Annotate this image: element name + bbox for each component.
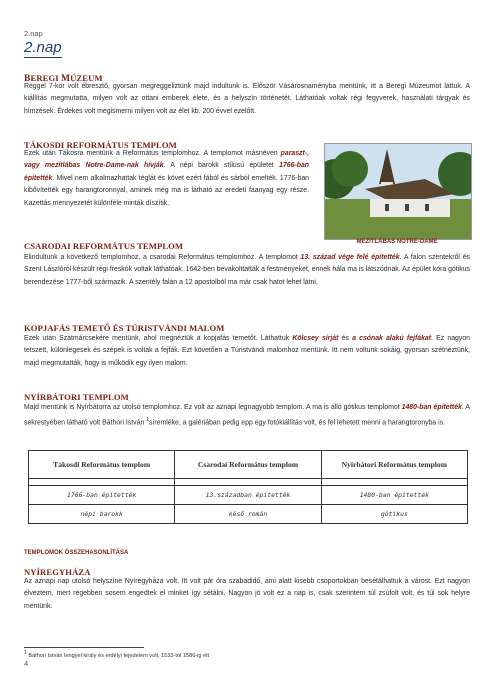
section-heading-kopjafas: KOPJAFÁS TEMETŐ ÉS TÚRISTVÁNDI MALOM (24, 323, 225, 333)
table-header: Csarodai Református templom (175, 451, 321, 479)
table-cell: késő román (175, 505, 321, 524)
table-caption: TEMPLOMOK ÖSSZEHASONLÍTÁSA (24, 550, 129, 556)
table-cell: gótikus (321, 505, 467, 524)
church-illustration (325, 144, 471, 239)
footnote-mark: 1 (146, 417, 149, 424)
section-heading-takosdi: TÁKOSDI REFORMÁTUS TEMPLOM (24, 140, 177, 150)
section-text-kopjafas: Ezek után Szatmárcsekére mentünk, ahol megnéztük a kopjafás temetőt. Láthattuk Kölcsey sírját és a csónak alakú fejfákat. Ez nagyon tetszett, különlegesek és szépek is voltak a fejfák. Ezt követően a Túristvándi malomhoz mentünk. Itt nem voltunk sokáig, gyorsan szétnéztünk, majd megmutatták, hogy is működik egy ilyen malom. (24, 335, 470, 367)
section-text-csarodai: Elindultunk a következő templomhoz, a csarodai Református templomhoz. A templomot 13. század vége felé építették. A falon szentekről és Szent Lászlóról készült régi freskók voltak láthatóak. 1642-ben bevakolttatták a festményeket, ennek hála ma is látszódnak. Az épület kora gótikus berendezése 1777-ből származik. A szentély falán a 12 apostolból ma már csak hatot lehet látni. (24, 254, 470, 286)
section-text-nyiregyhaza: Az aznapi nap utolsó helyszíne Nyíregyháza volt. Itt volt pár óra szabadidő, ami alatt kisebb csoportokban besétálhattuk a várost. Ezt nagyon élveztem, mert régebben sosem engedtek el minket így sétálni. Nagyon jó volt ez a nap is, csak szerintem túl zsúfolt volt, és túl sok helyre mentünk. (24, 578, 470, 610)
table-header: Tákosdi Református templom (29, 451, 175, 479)
footnote-rule (24, 647, 144, 648)
page-title: 2.nap (24, 39, 62, 56)
section-heading-beregi: BEREGI MÚZEUM (24, 73, 103, 84)
section-heading-nyirbatori: NYÍRBÁTORI TEMPLOM (24, 392, 129, 402)
table-cell: 13.században épitették (175, 486, 321, 505)
church-photo (324, 143, 472, 240)
section-heading-nyiregyhaza: NYÍREGYHÁZA (24, 567, 91, 577)
section-heading-csarodai: CSARODAI REFORMÁTUS TEMPLOM (24, 241, 184, 251)
table-cell: 1766-ban épitették (29, 486, 175, 505)
photo-caption: MEZÍTLÁBAS NOTRE-DAME (356, 239, 438, 245)
table-cell: 1480-ban épitették (321, 486, 467, 505)
table-header: Nyírbátori Református templom (321, 451, 467, 479)
page-number: 4 (24, 659, 29, 668)
section-text-nyirbatori: Majd mentünk is Nyírbátorra az utolsó templomhoz. Ez volt az aznapi legnagyobb templom. A ma is álló gótikus templomot 1480-ban építették. A sekrestyében látható volt Báthori István $^1$síremléke, a galériában pedig epp egy fotókiállítás volt, és fel lehetett menni a harangtoronyba is. (24, 404, 471, 427)
comparison-table (28, 450, 468, 524)
footnote: $^1$ Báthori István lengyel király és erdélyi fejedelem volt, 1533-tól 1586-ig élt (24, 650, 209, 659)
table-cell: népi barokk (29, 505, 175, 524)
section-text-beregi: Reggel 7-kor volt ébresztő, gyorsan megreggeliztünk majd indultunk is. Először Vásárosnaményba mentünk, itt a Beregi Múzeumot láttuk. A kiállítás megmutatta, milyen volt az ottani emberek élete, és a helyszín történetét. Láthatóak voltak régi fegyverek, használati tárgyak és hímzések. Érdekes volt megismerni milyen volt az élet kb. 200 évvel ezelőtt. (24, 83, 470, 115)
section-text-takosdi: Ezek után Tákosra mentünk a Református templomhoz. A templomot másnéven paraszt-, vagy mezítlábas Notre-Dame-nak hívják. A népi barokk stílusú épületet 1766-ban építették. Mivel nem alkalmazhattak téglát és követ ezért fából és sárból emelték. 1776-ban kibővítették egy harangtoronnyal, aminek még ma is látható az eredeti faanyag egy része. Kazettás mennyezetét különféle minták díszítik. (24, 150, 309, 207)
running-head: 2.nap (24, 29, 43, 38)
